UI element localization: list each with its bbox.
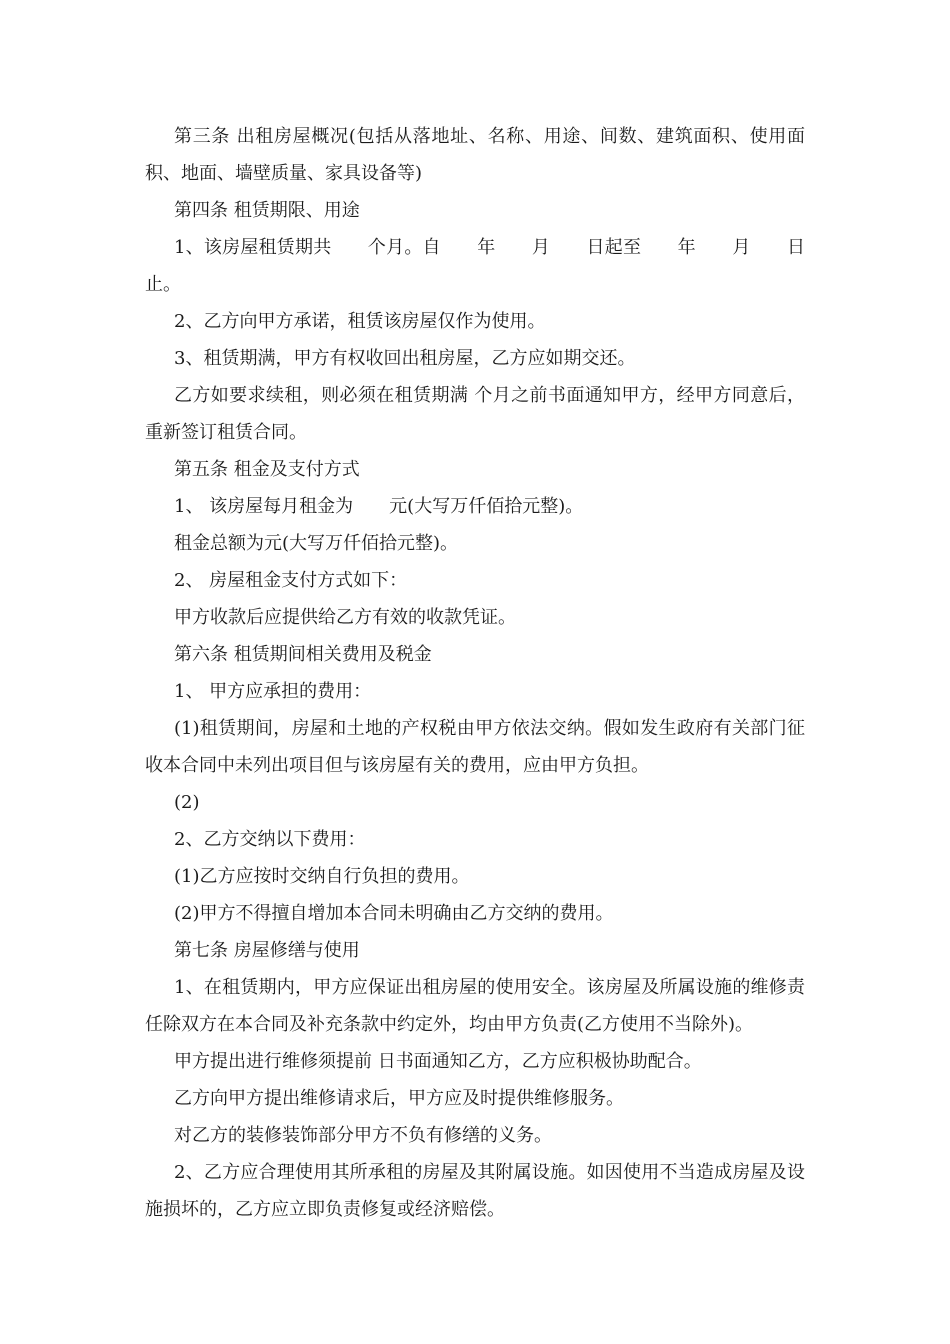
clause-5-total-rent: 租金总额为元(大写万仟佰拾元整)。	[174, 533, 459, 554]
clause-5-heading: 第五条 租金及支付方式	[174, 459, 360, 480]
clause-6-item-1: 1、 甲方应承担的费用：	[174, 681, 372, 702]
clause-6-item-2: 2、乙方交纳以下费用：	[174, 829, 366, 850]
clause-3-overview: 第三条 出租房屋概况(包括从落地址、名称、用途、间数、建筑面积、使用面积、地面、墙壁质量、家具设备等)	[145, 126, 805, 184]
clause-6-item-1-sub-1: (1)租赁期间，房屋和土地的产权税由甲方依法交纳。假如发生政府有关部门征收本合同中未列出项目但与该房屋有关的费用，应由甲方负担。	[145, 718, 805, 776]
document-body	[145, 118, 805, 1228]
clause-4-item-2: 2、乙方向甲方承诺，租赁该房屋仅作为使用。	[174, 311, 546, 332]
clause-4-item-1: 1、该房屋租赁期共 个月。自 年 月 日起至 年 月 日止。	[145, 237, 805, 295]
clause-5-receipt: 甲方收款后应提供给乙方有效的收款凭证。	[174, 607, 516, 628]
clause-7-notice: 甲方提出进行维修须提前 日书面通知乙方，乙方应积极协助配合。	[174, 1051, 702, 1072]
clause-6-item-1-sub-2: (2)	[174, 792, 200, 813]
clause-7-heading: 第七条 房屋修缮与使用	[174, 940, 360, 961]
clause-4-heading: 第四条 租赁期限、用途	[174, 200, 360, 221]
clause-6-heading: 第六条 租赁期间相关费用及税金	[174, 644, 432, 665]
clause-4-renewal: 乙方如要求续租，则必须在租赁期满 个月之前书面通知甲方，经甲方同意后，重新签订租赁合同。	[145, 385, 805, 443]
clause-7-item-2: 2、乙方应合理使用其所承租的房屋及其附属设施。如因使用不当造成房屋及设施损坏的，乙方应立即负责修复或经济赔偿。	[145, 1162, 805, 1220]
clause-5-item-1: 1、 该房屋每月租金为 元(大写万仟佰拾元整)。	[174, 496, 584, 517]
clause-4-item-3: 3、租赁期满，甲方有权收回出租房屋，乙方应如期交还。	[174, 348, 636, 369]
clause-7-decoration: 对乙方的装修装饰部分甲方不负有修缮的义务。	[174, 1125, 552, 1146]
clause-5-item-2: 2、 房屋租金支付方式如下：	[174, 570, 408, 591]
clause-7-request: 乙方向甲方提出维修请求后，甲方应及时提供维修服务。	[174, 1088, 624, 1109]
clause-6-item-2-sub-1: (1)乙方应按时交纳自行负担的费用。	[174, 866, 470, 887]
clause-7-item-1: 1、在租赁期内，甲方应保证出租房屋的使用安全。该房屋及所属设施的维修责任除双方在本合同及补充条款中约定外，均由甲方负责(乙方使用不当除外)。	[145, 977, 805, 1035]
clause-6-item-2-sub-2: (2)甲方不得擅自增加本合同未明确由乙方交纳的费用。	[174, 903, 614, 924]
